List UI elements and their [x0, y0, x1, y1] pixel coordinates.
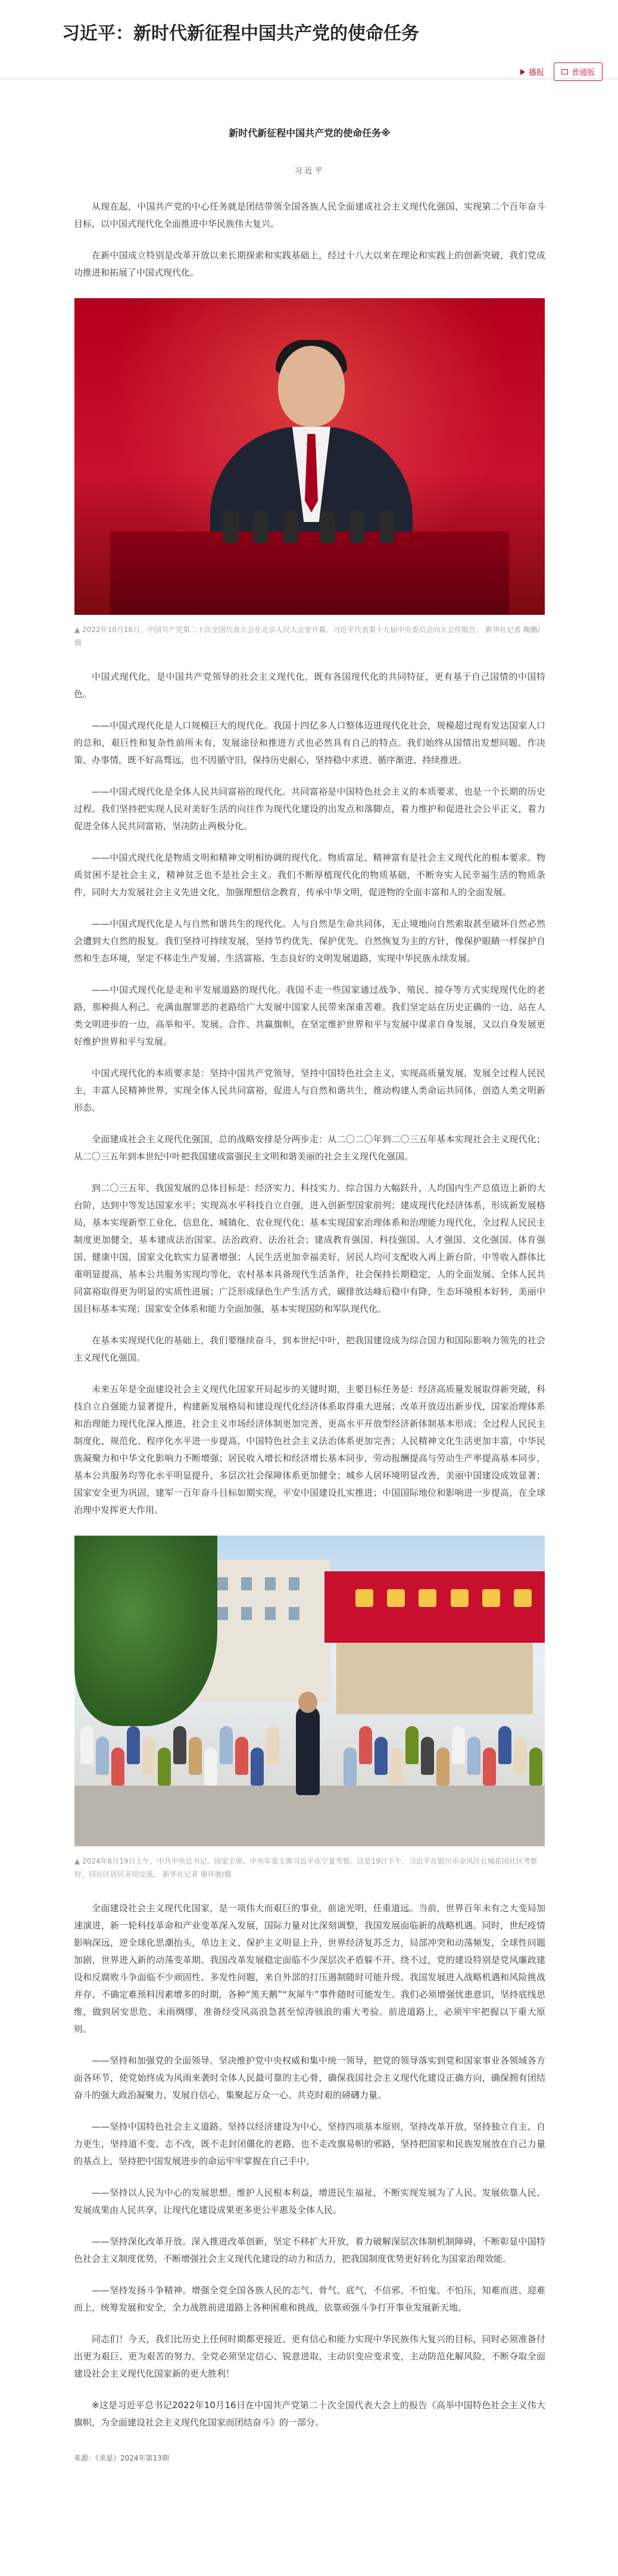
article-paragraph: 在新中国成立特别是改革开放以来长期探索和实践基础上，经过十八大以来在理论和实践上的创新突破，我们党成功推进和拓展了中国式现代化。 — [74, 250, 545, 278]
article-paragraph: ——中国式现代化是物质文明和精神文明相协调的现代化。物质富足、精神富有是社会主义现代化的根本要求。物质贫困不是社会主义，精神贫乏也不是社会主义。我们不断厚植现代化的物质基础，不断夯实人民幸福生活的物质条件，同时大力发展社会主义先进文化，加强理想信念教育，传承中华文明，促进物的全面丰富和人的全面发展。 — [74, 852, 545, 898]
article-paragraph: 中国式现代化的本质要求是：坚持中国共产党领导，坚持中国特色社会主义，实现高质量发展，发展全过程人民民主，丰富人民精神世界，实现全体人民共同富裕，促进人与自然和谐共生，推动构建人类命运共同体，创造人类文明新形态。 — [74, 1068, 545, 1113]
article-paragraph: 从现在起，中国共产党的中心任务就是团结带领全国各族人民全面建成社会主义现代化强国、实现第二个百年奋斗目标，以中国式现代化全面推进中华民族伟大复兴。 — [74, 201, 545, 229]
article-title: 新时代新征程中国共产党的使命任务※ — [229, 127, 391, 139]
article-paragraph: 全面建成社会主义现代化强国，总的战略安排是分两步走：从二〇二〇年到二〇三五年基本实现社会主义现代化；从二〇三五年到本世纪中叶把我国建成富强民主文明和谐美丽的社会主义现代化强国。 — [74, 1134, 545, 1162]
page-headline: 习近平：新时代新征程中国共产党的使命任务 — [62, 23, 419, 44]
article-paragraph: ——坚持中国特色社会主义道路。坚持以经济建设为中心，坚持四项基本原则，坚持改革开放，坚持独立自主、自力更生，坚持道不变、志不改，既不走封闭僵化的老路，也不走改旗易帜的邪路，坚持把国家和民族发展放在自己力量的基点上，坚持把中国发展进步的命运牢牢掌握在自己手中。 — [74, 2121, 545, 2167]
paragraph-group-intro — [74, 198, 545, 282]
article-paragraph: 在基本实现现代化的基础上，我们要继续奋斗，到本世纪中叶，把我国建设成为综合国力和国际影响力领先的社会主义现代化强国。 — [74, 1335, 545, 1363]
article-paragraph: 到二〇三五年，我国发展的总体目标是：经济实力、科技实力、综合国力大幅跃升，人均国内生产总值迈上新的大台阶，达到中等发达国家水平；实现高水平科技自立自强，进入创新型国家前列；建成现代化经济体系，形成新发展格局，基本实现新型工业化、信息化、城镇化、农业现代化；基本实现国家治理体系和治理能力现代化，全过程人民民主制度更加健全，基本建成法治国家、法治政府、法治社会；建成教育强国、科技强国、人才强国、文化强国、体育强国、健康中国，国家文化软实力显著增强；人民生活更加幸福美好，居民人均可支配收入再上新台阶，中等收入群体比重明显提高，基本公共服务实现均等化，农村基本具备现代生活条件，社会保持长期稳定，人的全面发展、全体人民共同富裕取得更为明显的实质性进展；广泛形成绿色生产生活方式，碳排放达峰后稳中有降，生态环境根本好转，美丽中国目标基本实现；国家安全体系和能力全面加强，基本实现国防和军队现代化。 — [74, 1183, 545, 1314]
article-paragraph: 中国式现代化，是中国共产党领导的社会主义现代化，既有各国现代化的共同特征，更有基于自己国情的中国特色。 — [74, 671, 545, 699]
article-source: 来源：《求是》2024年第13期 — [74, 2454, 169, 2462]
article-paragraph: 全面建设社会主义现代化国家，是一项伟大而艰巨的事业，前途光明，任重道远。当前，世界百年未有之大变局加速演进，新一轮科技革命和产业变革深入发展，国际力量对比深刻调整，我国发展面临新的战略机遇。同时，世纪疫情影响深远，逆全球化思潮抬头，单边主义、保护主义明显上升，世界经济复苏乏力，局部冲突和动荡频发，全球性问题加剧，世界进入新的动荡变革期。我国改革发展稳定面临不少深层次矛盾躲不开、绕不过，党的建设特别是党风廉政建设和反腐败斗争面临不少顽固性、多发性问题，来自外部的打压遏制随时可能升级。我国发展进入战略机遇和风险挑战并存、不确定难预料因素增多的时期，各种“黑天鹅”“灰犀牛”事件随时可能发生。我们必须增强忧患意识，坚持底线思维，做到居安思危、未雨绸缪，准备经受风高浪急甚至惊涛骇浪的重大考验。前进道路上，必须牢牢把握以下重大原则。 — [74, 1903, 545, 2034]
page-header — [0, 0, 618, 46]
read-mode-button[interactable] — [554, 62, 603, 81]
read-mode-label: 普通版 — [571, 68, 595, 77]
listen-label: 播报 — [528, 68, 544, 77]
article-paragraph: 未来五年是全面建设社会主义现代化国家开局起步的关键时期，主要目标任务是：经济高质量发展取得新突破，科技自立自强能力显著提升，构建新发展格局和建设现代化经济体系取得重大进展；改革开放迈出新步伐，国家治理体系和治理能力现代化深入推进，社会主义市场经济体制更加完善，更高水平开放型经济新体制基本形成；全过程人民民主制度化、规范化、程序化水平进一步提高，中国特色社会主义法治体系更加完善；人民精神文化生活更加丰富，中华民族凝聚力和中华文化影响力不断增强；居民收入增长和经济增长基本同步，劳动报酬提高与劳动生产率提高基本同步，基本公共服务均等化水平明显提升，多层次社会保障体系更加健全；城乡人居环境明显改善，美丽中国建设成效显著；国家安全更为巩固，建军一百年奋斗目标如期实现，平安中国建设扎实推进；中国国际地位和影响进一步提高，在全球治理中发挥更大作用。 — [74, 1384, 545, 1515]
article-toolbar — [520, 62, 603, 81]
article-paragraph: ——中国式现代化是人口规模巨大的现代化。我国十四亿多人口整体迈进现代化社会，规模超过现有发达国家人口的总和，艰巨性和复杂性前所未有，发展途径和推进方式也必然具有自己的特点。我们始终从国情出发想问题、作决策、办事情，既不好高骛远，也不因循守旧，保持历史耐心，坚持稳中求进、循序渐进、持续推进。 — [74, 720, 545, 765]
article-paragraph: ——坚持以人民为中心的发展思想。维护人民根本利益，增进民生福祉，不断实现发展为了人民、发展依靠人民、发展成果由人民共享，让现代化建设成果更多更公平惠及全体人民。 — [74, 2187, 545, 2215]
paragraph-group-main — [74, 668, 545, 1519]
article-paragraph: ——中国式现代化是走和平发展道路的现代化。我国不走一些国家通过战争、殖民、掠夺等方式实现现代化的老路，那种损人利己、充满血腥罪恶的老路给广大发展中国家人民带来深重苦难。我们坚定站在历史正确的一边、站在人类文明进步的一边，高举和平、发展、合作、共赢旗帜，在坚定维护世界和平与发展中谋求自身发展，又以自身发展更好维护世界和平与发展。 — [74, 984, 545, 1047]
listen-button[interactable] — [520, 66, 544, 77]
photo-community-visit — [74, 1536, 545, 1846]
article-paragraph: ——中国式现代化是人与自然和谐共生的现代化。人与自然是生命共同体，无止境地向自然索取甚至破坏自然必然会遭到大自然的报复。我们坚持可持续发展，坚持节约优先、保护优先、自然恢复为主的方针，像保护眼睛一样保护自然和生态环境，坚定不移走生产发展、生活富裕、生态良好的文明发展道路，实现中华民族永续发展。 — [74, 918, 545, 964]
document-icon — [561, 69, 568, 74]
article-paragraph: ——坚持和加强党的全面领导。坚决维护党中央权威和集中统一领导，把党的领导落实到党和国家事业各领域各方面各环节，使党始终成为风雨来袭时全体人民最可靠的主心骨，确保我国社会主义现代化建设正确方向，确保拥有团结奋斗的强大政治凝聚力、发展自信心，集聚起万众一心、共克时艰的磅礴力量。 — [74, 2055, 545, 2100]
photo-congress-speech — [74, 298, 545, 615]
article-content — [0, 126, 618, 2463]
article-paragraph: 同志们！今天，我们比历史上任何时期都更接近、更有信心和能力实现中华民族伟大复兴的目标，同时必须准备付出更为艰巨、更为艰苦的努力。全党必须坚定信心、锐意进取，主动识变应变求变，主动防范化解风险，不断夺取全面建设社会主义现代化国家新的更大胜利！ — [74, 2334, 545, 2379]
article-paragraph: ——中国式现代化是全体人民共同富裕的现代化。共同富裕是中国特色社会主义的本质要求，也是一个长期的历史过程。我们坚持把实现人民对美好生活的向往作为现代化建设的出发点和落脚点，着力维护和促进社会公平正义，着力促进全体人民共同富裕，坚决防止两极分化。 — [74, 786, 545, 831]
paragraph-group-principles — [74, 1900, 545, 2431]
play-icon — [520, 69, 525, 75]
article-paragraph: ——坚持深化改革开放。深入推进改革创新，坚定不移扩大开放，着力破解深层次体制机制障碍，不断彰显中国特色社会主义制度优势，不断增强社会主义现代化建设的动力和活力，把我国制度优势更好转化为国家治理效能。 — [74, 2236, 545, 2264]
photo1-caption: ▲ 2022年10月16日，中国共产党第二十次全国代表大会在北京人民大会堂开幕。习近平代表第十九届中央委员会向大会作报告。 新华社记者 鞠鹏/摄 — [74, 626, 540, 647]
photo2-caption: ▲ 2024年6月19日上午，中共中央总书记、国家主席、中央军委主席习近平在宁夏考察。这是19日下午，习近平在银川市金凤区长城花园社区考察时，同社区居民亲切交流。 新华社记者 谢环驰/摄 — [74, 1857, 538, 1878]
article-author: 习近平 — [294, 167, 325, 176]
article-body — [74, 198, 545, 2431]
article-paragraph: ——坚持发扬斗争精神。增强全党全国各族人民的志气、骨气、底气，不信邪、不怕鬼、不怕压，知难而进、迎难而上，统筹发展和安全，全力战胜前进道路上各种困难和挑战，依靠顽强斗争打开事业发展新天地。 — [74, 2285, 545, 2313]
article-paragraph: ※这是习近平总书记2022年10月16日在中国共产党第二十次全国代表大会上的报告《高举中国特色社会主义伟大旗帜，为全面建设社会主义现代化国家而团结奋斗》的一部分。 — [74, 2400, 545, 2428]
